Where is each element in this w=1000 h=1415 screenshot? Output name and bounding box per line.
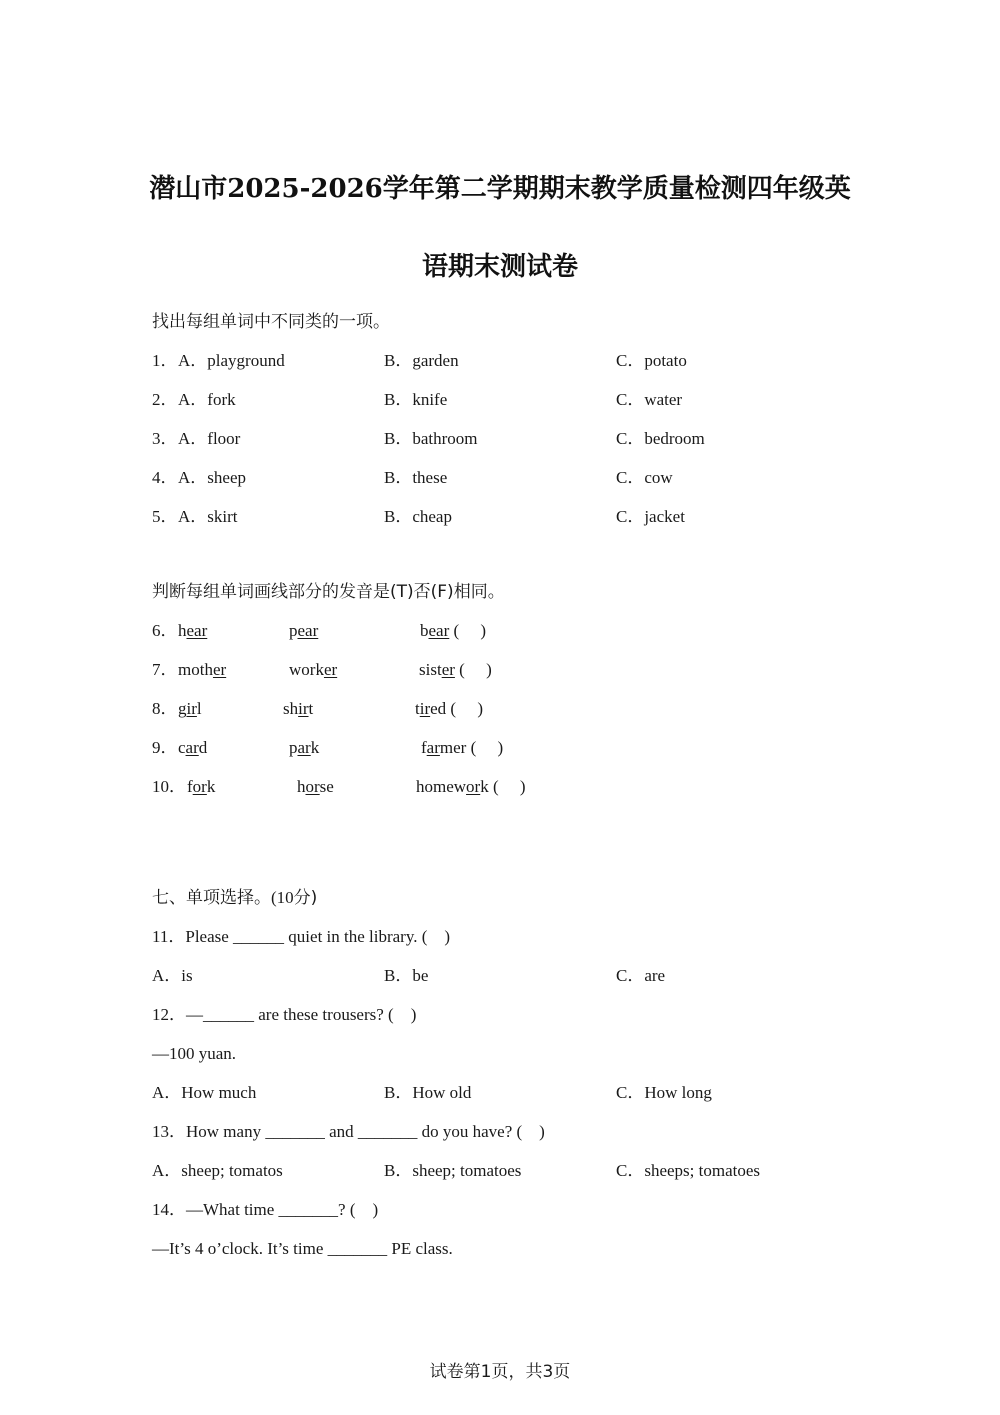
word-part: b — [420, 621, 429, 640]
question-8-number: 8． — [152, 699, 178, 718]
section-2-heading: 判断每组单词画线部分的发音是(T)否(F)相同。 — [152, 582, 505, 602]
section-3-heading-title: 七、单项选择。 — [152, 888, 271, 908]
question-4-option-b[interactable]: B．these — [384, 468, 448, 487]
question-13-option-a[interactable]: A．sheep; tomatos — [152, 1161, 283, 1180]
question-4-number: 4． — [152, 468, 178, 487]
word-part: work — [289, 660, 324, 679]
underlined-sound: ir — [419, 699, 431, 718]
section-1-heading: 找出每组单词中不同类的一项。 — [152, 312, 390, 332]
question-11-option-a[interactable]: A．is — [152, 966, 193, 985]
word-part: homew — [416, 777, 467, 796]
question-8-word-3 — [415, 698, 483, 720]
word-part: g — [178, 699, 187, 718]
underlined-sound: ar — [297, 738, 311, 757]
underlined-sound: or — [305, 777, 320, 796]
question-5-number: 5． — [152, 507, 178, 526]
question-6-word-2 — [289, 620, 318, 642]
word-part: sh — [283, 699, 299, 718]
question-10-word-3 — [416, 776, 526, 798]
question-7-word-2 — [289, 659, 337, 681]
question-11-option-c[interactable]: C．are — [616, 966, 666, 985]
question-9-number: 9． — [152, 738, 178, 757]
exam-title-line-2: 语期末测试卷 — [421, 252, 578, 282]
section-3-heading-score: (10 — [271, 888, 294, 907]
question-13-option-c[interactable]: C．sheeps; tomatoes — [616, 1161, 761, 1180]
word-part: k — [480, 777, 489, 796]
question-3-option-a[interactable]: A．floor — [178, 429, 241, 448]
question-11-stem: 11．Please ______ quiet in the library. ( ) — [152, 927, 451, 946]
word-part: c — [178, 738, 186, 757]
word-part: d — [198, 738, 208, 757]
underlined-sound: ear — [186, 621, 208, 640]
question-6-number: 6． — [152, 621, 178, 640]
question-13-stem: 13．How many _______ and _______ do you have? ( ) — [152, 1122, 545, 1141]
underlined-sound: ear — [297, 621, 319, 640]
question-5-option-b[interactable]: B．cheap — [384, 507, 452, 526]
exam-title-line-1: 潜山市2025-2026学年第二学期期末教学质量检测四年级英 — [149, 174, 851, 204]
question-12-option-b[interactable]: B．How old — [384, 1083, 472, 1102]
question-9-word-2 — [289, 737, 319, 759]
question-12-answer: —100 yuan. — [152, 1044, 237, 1063]
question-4-option-a[interactable]: A．sheep — [178, 468, 246, 487]
answer-bracket[interactable]: ( ) — [488, 777, 526, 796]
question-2-option-b[interactable]: B．knife — [384, 390, 448, 409]
question-12-option-c[interactable]: C．How long — [616, 1083, 712, 1102]
question-11-option-b[interactable]: B．be — [384, 966, 429, 985]
question-3-number: 3． — [152, 429, 178, 448]
question-6-word-1 — [178, 620, 207, 642]
underlined-sound: ar — [426, 738, 440, 757]
word-part: k — [206, 777, 216, 796]
question-7-word-3 — [419, 659, 492, 681]
section-3-heading-unit: 分) — [293, 888, 318, 908]
question-1-option-c[interactable]: C．potato — [616, 351, 687, 370]
word-part: h — [178, 621, 187, 640]
question-2-option-c[interactable]: C．water — [616, 390, 683, 409]
word-part: mer — [439, 738, 467, 757]
word-part: sist — [419, 660, 442, 679]
word-part: ed — [430, 699, 447, 718]
question-4-option-c[interactable]: C．cow — [616, 468, 673, 487]
underlined-sound: er — [212, 660, 227, 679]
question-3-option-c[interactable]: C．bedroom — [616, 429, 705, 448]
underlined-sound: ir — [298, 699, 309, 718]
question-2-number: 2． — [152, 390, 178, 409]
answer-bracket[interactable]: ( ) — [449, 621, 487, 640]
question-10-number: 10． — [152, 777, 186, 796]
question-10-word-2 — [297, 776, 334, 798]
question-13-option-b[interactable]: B．sheep; tomatoes — [384, 1161, 522, 1180]
underlined-sound: ear — [428, 621, 450, 640]
question-12-stem: 12．—______ are these trousers? ( ) — [152, 1005, 417, 1024]
underlined-sound: or — [192, 777, 207, 796]
word-part: t — [415, 699, 420, 718]
word-part: f — [421, 738, 427, 757]
question-5-option-c[interactable]: C．jacket — [616, 507, 685, 526]
question-3-option-b[interactable]: B．bathroom — [384, 429, 478, 448]
word-part: h — [297, 777, 306, 796]
underlined-sound: or — [466, 777, 481, 796]
question-8-word-1 — [178, 698, 202, 720]
question-7-number: 7． — [152, 660, 178, 679]
question-9-word-3 — [421, 737, 503, 759]
question-14-stem: 14．—What time _______? ( ) — [152, 1200, 379, 1219]
word-part: p — [289, 621, 298, 640]
section-3-heading — [152, 887, 317, 909]
word-part: se — [319, 777, 334, 796]
question-1-option-b[interactable]: B．garden — [384, 351, 459, 370]
answer-bracket[interactable]: ( ) — [446, 699, 483, 718]
question-7-word-1 — [178, 659, 226, 681]
question-12-option-a[interactable]: A．How much — [152, 1083, 257, 1102]
word-part: f — [187, 777, 193, 796]
question-1-number: 1． — [152, 351, 178, 370]
underlined-sound: ir — [186, 699, 197, 718]
underlined-sound: er — [323, 660, 338, 679]
underlined-sound: er — [441, 660, 455, 679]
word-part: k — [310, 738, 320, 757]
question-5-option-a[interactable]: A．skirt — [178, 507, 238, 526]
page-footer: 试卷第1页，共3页 — [429, 1362, 571, 1382]
question-6-word-3 — [420, 620, 486, 642]
question-1-option-a[interactable]: A．playground — [178, 351, 285, 370]
question-14-answer: —It’s 4 o’clock. It’s time _______ PE class. — [152, 1239, 453, 1258]
word-part: l — [196, 699, 202, 718]
answer-bracket[interactable]: ( ) — [466, 738, 504, 757]
answer-bracket[interactable]: ( ) — [454, 660, 492, 679]
word-part: p — [289, 738, 298, 757]
question-2-option-a[interactable]: A．fork — [178, 390, 236, 409]
question-8-word-2 — [283, 698, 313, 720]
word-part: t — [308, 699, 314, 718]
word-part: moth — [178, 660, 213, 679]
question-10-word-1 — [187, 776, 215, 798]
underlined-sound: ar — [185, 738, 199, 757]
question-9-word-1 — [178, 737, 207, 759]
